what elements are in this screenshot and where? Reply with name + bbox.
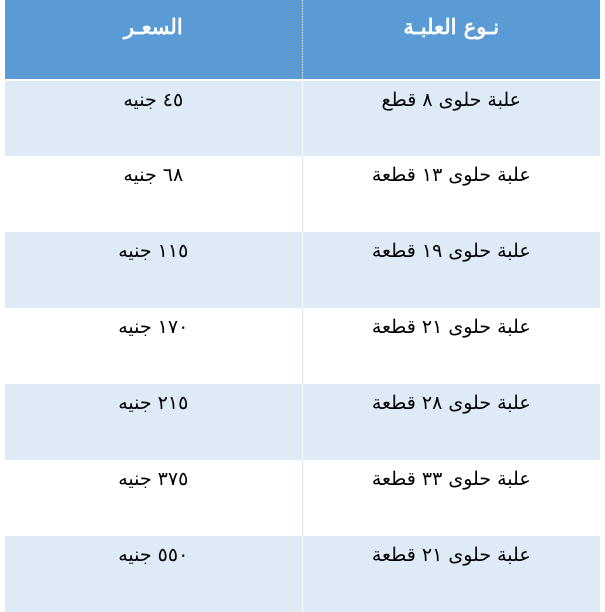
cell-box-type: علبة حلوى ٢١ قطعة	[302, 536, 600, 612]
table-row	[5, 384, 600, 460]
cell-box-type: علبة حلوى ٨ قطع	[302, 80, 600, 156]
header-box-type: نـوع العلبـة	[302, 0, 600, 80]
table-body	[5, 80, 600, 612]
cell-box-type: علبة حلوى ٣٣ قطعة	[302, 460, 600, 536]
table-row	[5, 232, 600, 308]
table-row	[5, 460, 600, 536]
cell-price: ٢١٥ جنيه	[5, 384, 302, 460]
cell-price: ٦٨ جنيه	[5, 156, 302, 232]
cell-box-type: علبة حلوى ١٣ قطعة	[302, 156, 600, 232]
table-row	[5, 308, 600, 384]
price-table	[5, 0, 600, 612]
cell-price: ٥٥٠ جنيه	[5, 536, 302, 612]
header-price: السعـر	[5, 0, 302, 80]
cell-price: ٣٧٥ جنيه	[5, 460, 302, 536]
cell-price: ١٧٠ جنيه	[5, 308, 302, 384]
header-row	[5, 0, 600, 80]
price-table-container	[5, 0, 600, 612]
cell-price: ٤٥ جنيه	[5, 80, 302, 156]
cell-box-type: علبة حلوى ١٩ قطعة	[302, 232, 600, 308]
cell-box-type: علبة حلوى ٢١ قطعة	[302, 308, 600, 384]
cell-price: ١١٥ جنيه	[5, 232, 302, 308]
table-row	[5, 536, 600, 612]
table-row	[5, 156, 600, 232]
table-header	[5, 0, 600, 80]
cell-box-type: علبة حلوى ٢٨ قطعة	[302, 384, 600, 460]
table-row	[5, 80, 600, 156]
